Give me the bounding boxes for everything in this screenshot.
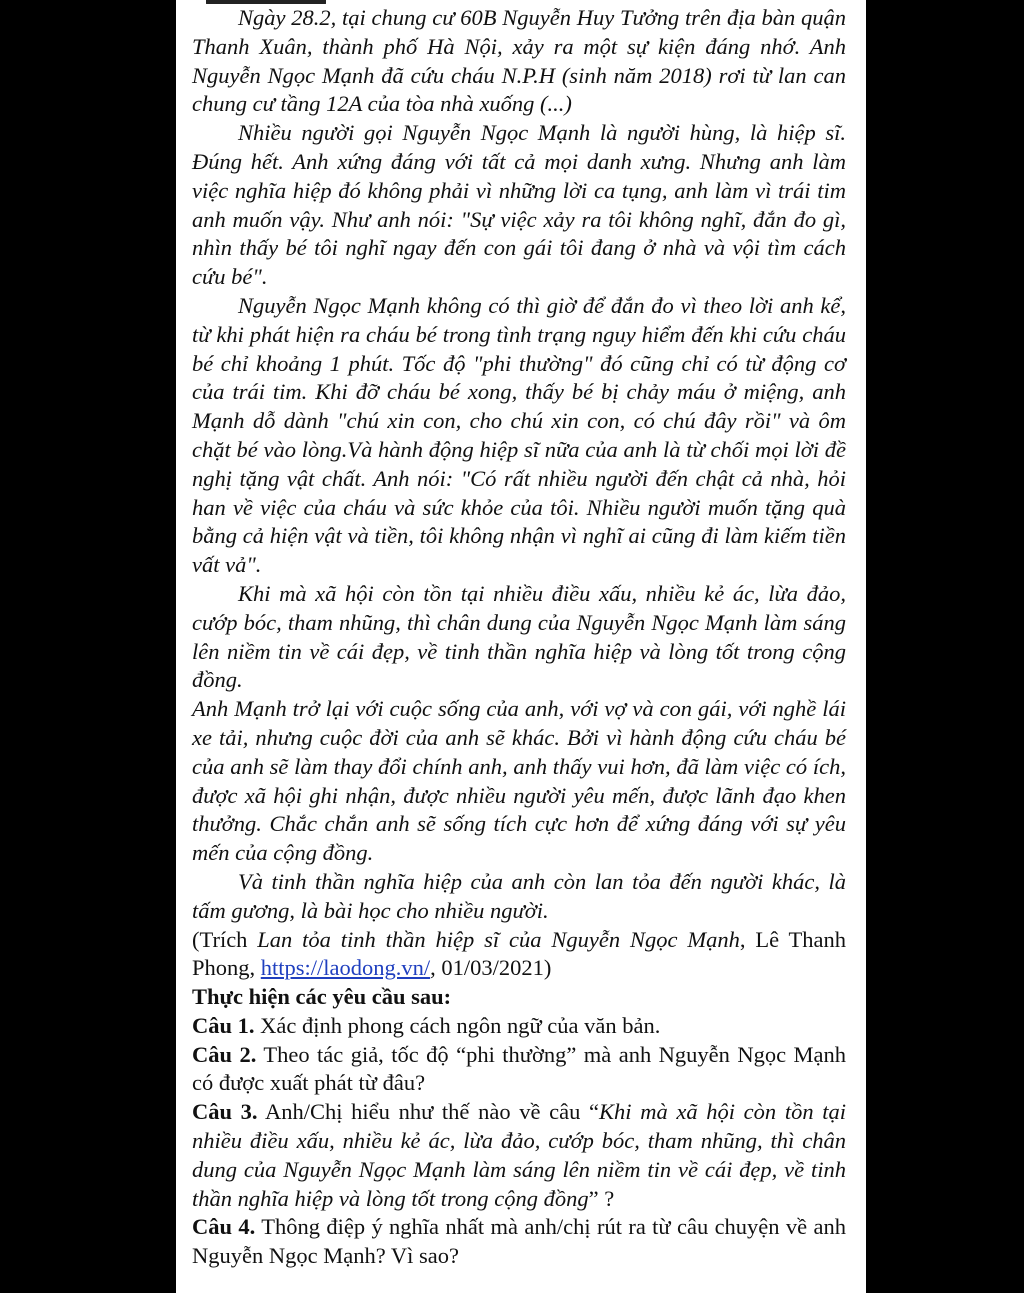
question-label: Câu 4. [192, 1214, 256, 1240]
source-prefix: (Trích [192, 926, 258, 952]
source-author: , Lê Thanh Phong, [192, 926, 846, 981]
question-text: Anh/Chị hiểu như thế nào về câu “ [257, 1099, 600, 1125]
question-label: Câu 2. [192, 1041, 257, 1067]
source-title: Lan tỏa tinh thần hiệp sĩ của Nguyễn Ngọc Mạnh [257, 926, 740, 952]
question-quote: Khi mà xã hội còn tồn tại nhiều điều xấu, nhiều kẻ ác, lừa đảo, cướp bóc, tham nhũng, thì chân dung của Nguyễn Ngọc Mạnh làm sáng lên niềm tin về cái đẹp, về tinh thần nghĩa hiệp và lòng tốt trong cộng đồng [192, 1099, 846, 1211]
question-label: Câu 3. [192, 1099, 258, 1125]
instructions-heading: Thực hiện các yêu cầu sau: [192, 984, 452, 1010]
paragraph-2: Nhiều người gọi Nguyễn Ngọc Mạnh là người hùng, là hiệp sĩ. Đúng hết. Anh xứng đáng với tất cả mọi danh xưng. Nhưng anh làm việc nghĩa hiệp đó không phải vì những lời ca tụng, anh làm vì trái tim anh muốn vậy. Như anh nói: "Sự việc xảy ra tôi không nghĩ, đắn đo gì, nhìn thấy bé tôi nghĩ ngay đến con gái tôi đang ở nhà và vội tìm cách cứu bé". [192, 120, 846, 290]
document-page [176, 0, 866, 1293]
source-citation [192, 926, 846, 984]
paragraph-5: Anh Mạnh trở lại với cuộc sống của anh, với vợ và con gái, với nghề lái xe tải, nhưng cuộc đời của anh sẽ khác. Bởi vì hành động cứu cháu bé của anh sẽ làm thay đổi chính anh, anh thấy vui hơn, đã làm việc có ích, được xã hội ghi nhận, được nhiều người yêu mến, được lãnh đạo khen thưởng. Chắc chắn anh sẽ sống tích cực hơn để xứng đáng với sự yêu mến của cộng đồng. [192, 696, 846, 866]
question-text: Thông điệp ý nghĩa nhất mà anh/chị rút ra từ câu chuyện về anh Nguyễn Ngọc Mạnh? Vì sao? [192, 1214, 847, 1269]
question-3 [192, 1098, 846, 1213]
source-date: , 01/03/2021) [430, 955, 552, 981]
paragraph-4: Khi mà xã hội còn tồn tại nhiều điều xấu, nhiều kẻ ác, lừa đảo, cướp bóc, tham nhũng, thì chân dung của Nguyễn Ngọc Mạnh làm sáng lên niềm tin về cái đẹp, về tinh thần nghĩa hiệp và lòng tốt trong cộng đồng. [192, 580, 846, 693]
question-text-end: ” ? [588, 1185, 615, 1211]
paragraph-1: Ngày 28.2, tại chung cư 60B Nguyễn Huy Tưởng trên địa bàn quận Thanh Xuân, thành phố Hà Nội, xảy ra một sự kiện đáng nhớ. Anh Nguyễn Ngọc Mạnh đã cứu cháu N.P.H (sinh năm 2018) rơi từ lan can chung cư tầng 12A của tòa nhà xuống (...) [192, 5, 846, 117]
document-body [192, 4, 846, 1271]
question-text: Theo tác giả, tốc độ “phi thường” mà anh Nguyễn Ngọc Mạnh có được xuất phát từ đâu? [192, 1041, 846, 1096]
question-4 [192, 1213, 846, 1271]
question-2 [192, 1041, 846, 1099]
question-text: Xác định phong cách ngôn ngữ của văn bản. [254, 1012, 661, 1038]
question-label: Câu 1. [192, 1012, 255, 1038]
paragraph-3: Nguyễn Ngọc Mạnh không có thì giờ để đắn đo vì theo lời anh kể, từ khi phát hiện ra cháu bé trong tình trạng nguy hiểm đến khi cứu cháu bé chỉ khoảng 1 phút. Tốc độ "phi thường" đó cũng chỉ có từ động cơ của trái tim. Khi đỡ cháu bé xong, thấy bé bị chảy máu ở miệng, anh Mạnh dỗ dành "chú xin con, cho chú xin con, có chú đây rồi" và ôm chặt bé vào lòng.Và hành động hiệp sĩ nữa của anh là từ chối mọi lời đề nghị tặng vật chất. Anh nói: "Có rất nhiều người đến chật cả nhà, hỏi han về việc của cháu và sức khỏe của tôi. Nhiều người muốn tặng quà bằng cả hiện vật và tiền, tôi không nhận vì nghĩ ai cũng đi làm kiếm tiền vất vả". [192, 292, 846, 578]
question-1 [192, 1012, 846, 1041]
source-link[interactable]: https://laodong.vn/ [260, 955, 431, 981]
paragraph-6: Và tinh thần nghĩa hiệp của anh còn lan tỏa đến người khác, là tấm gương, là bài học cho nhiều người. [192, 868, 846, 923]
